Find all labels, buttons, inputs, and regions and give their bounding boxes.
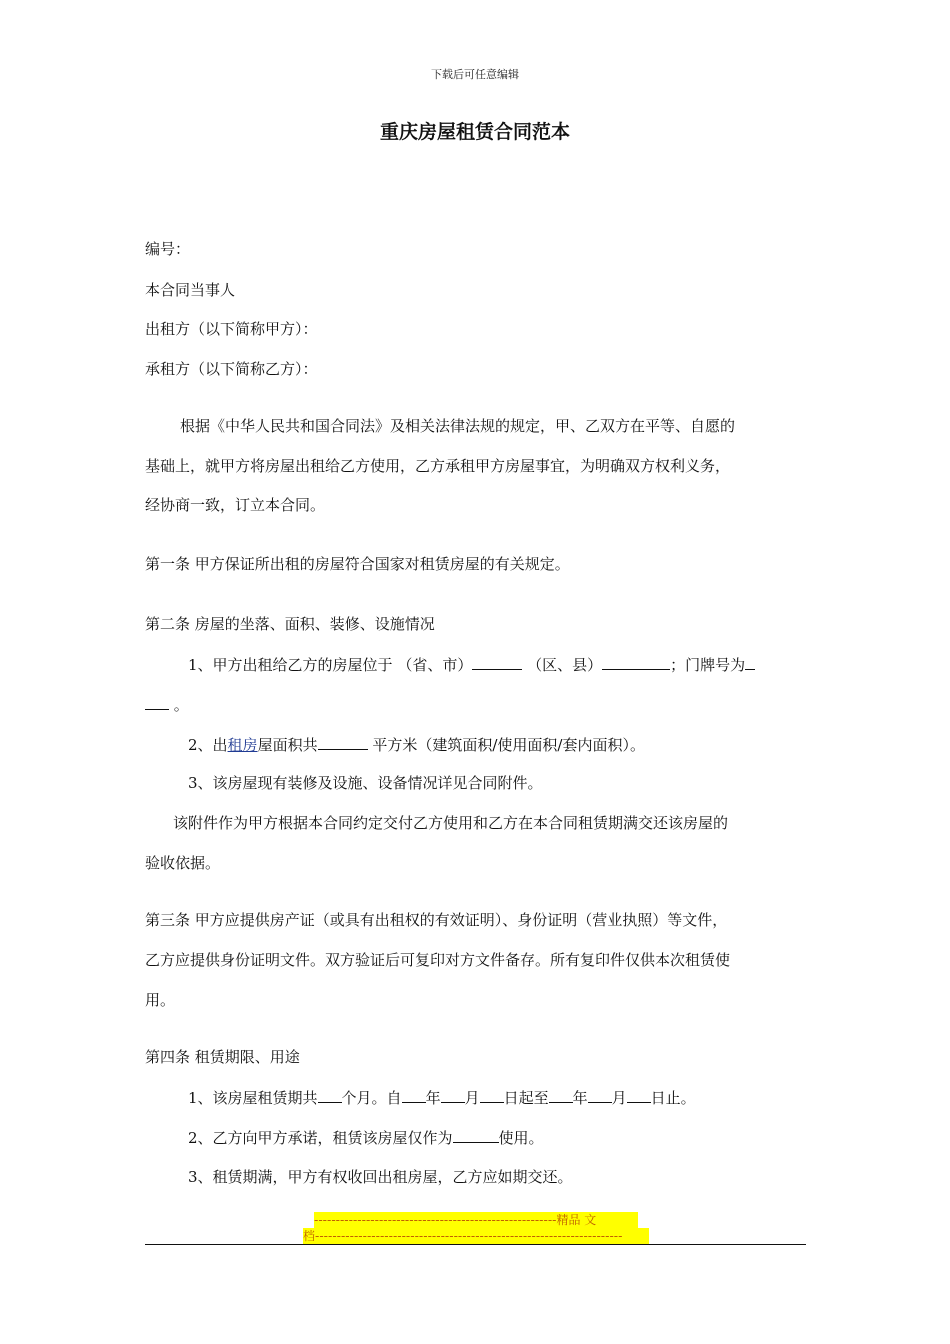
article-2-item-3: 3、该房屋现有装修及设施、设备情况详见合同附件。 bbox=[188, 774, 543, 792]
article-2-note-1: 该附件作为甲方根据本合同约定交付乙方使用和乙方在本合同租赁期满交还该房屋的 bbox=[173, 814, 729, 832]
fill-blank bbox=[402, 1086, 426, 1103]
item-text: 2、乙方向甲方承诺，租赁该房屋仅作为 bbox=[188, 1129, 453, 1147]
item-text: 使用。 bbox=[498, 1129, 544, 1147]
lessee-label: 承租方（以下简称乙方）： bbox=[145, 360, 318, 378]
fill-blank bbox=[745, 653, 755, 670]
article-1: 第一条 甲方保证所出租的房屋符合国家对租赁房屋的有关规定。 bbox=[145, 555, 570, 573]
item-text: 个月。自 bbox=[341, 1089, 402, 1107]
item-text: 年 bbox=[572, 1089, 588, 1107]
fill-blank bbox=[441, 1086, 465, 1103]
lessor-label: 出租方（以下简称甲方）： bbox=[145, 320, 318, 338]
footer-watermark-line-2: 档----------------------------------------------------------------------- bbox=[303, 1228, 649, 1244]
item-text: 月 bbox=[611, 1089, 627, 1107]
footer-rule bbox=[145, 1244, 806, 1245]
fill-blank bbox=[145, 693, 169, 710]
header-note: 下载后可任意编辑 bbox=[431, 68, 519, 81]
article-3-line-3: 用。 bbox=[145, 991, 176, 1009]
item-text: 1、该房屋租赁期共 bbox=[188, 1089, 318, 1107]
item-text: 月 bbox=[464, 1089, 480, 1107]
parties-heading: 本合同当事人 bbox=[145, 281, 236, 299]
item-text: 屋面积共 bbox=[257, 736, 318, 754]
item-text: 年 bbox=[425, 1089, 441, 1107]
article-4-item-2 bbox=[188, 1126, 544, 1149]
article-3-line-2: 乙方应提供身份证明文件。双方验证后可复印对方文件备存。所有复印件仅供本次租赁使 bbox=[145, 951, 731, 969]
article-2-item-1 bbox=[188, 653, 755, 676]
fill-blank bbox=[627, 1086, 651, 1103]
article-2-note-2: 验收依据。 bbox=[145, 854, 221, 872]
document-title: 重庆房屋租赁合同范本 bbox=[379, 121, 570, 143]
fill-blank bbox=[549, 1086, 573, 1103]
item-text: 日起至 bbox=[503, 1089, 549, 1107]
article-3-line-1: 第三条 甲方应提供房产证（或具有出租权的有效证明）、身份证明（营业执照）等文件， bbox=[145, 911, 728, 929]
fill-blank bbox=[588, 1086, 612, 1103]
fill-blank bbox=[453, 1126, 499, 1143]
article-2-item-1-cont bbox=[145, 693, 189, 716]
item-text: 。 bbox=[169, 696, 189, 714]
fill-blank bbox=[602, 653, 670, 670]
item-text: 2、出 bbox=[188, 736, 228, 754]
footer-watermark-line-1: --------------------------------------------------------精品 文 bbox=[314, 1212, 638, 1228]
item-text: 平方米（建筑面积/使用面积/套内面积）。 bbox=[367, 736, 645, 754]
item-text: 日止。 bbox=[650, 1089, 696, 1107]
fill-blank bbox=[318, 1086, 342, 1103]
item-text: （区、县） bbox=[522, 656, 603, 674]
rental-link[interactable]: 租房 bbox=[227, 736, 258, 754]
preamble-line-2: 基础上，就甲方将房屋出租给乙方使用，乙方承租甲方房屋事宜，为明确双方权利义务， bbox=[145, 457, 731, 475]
fill-blank bbox=[472, 653, 522, 670]
fill-blank bbox=[480, 1086, 504, 1103]
article-2-item-2 bbox=[188, 733, 645, 756]
fill-blank bbox=[318, 733, 368, 750]
preamble-line-1: 根据《中华人民共和国合同法》及相关法律法规的规定，甲、乙双方在平等、自愿的 bbox=[180, 417, 736, 435]
item-text: 1、甲方出租给乙方的房屋位于 （省、市） bbox=[188, 656, 473, 674]
article-4-heading: 第四条 租赁期限、用途 bbox=[145, 1048, 300, 1066]
article-2-heading: 第二条 房屋的坐落、面积、装修、设施情况 bbox=[145, 615, 435, 633]
article-4-item-1 bbox=[188, 1086, 696, 1109]
article-4-item-3: 3、租赁期满，甲方有权收回出租房屋，乙方应如期交还。 bbox=[188, 1168, 573, 1186]
item-text: ；门牌号为 bbox=[670, 656, 746, 674]
preamble-line-3: 经协商一致，订立本合同。 bbox=[145, 496, 326, 514]
contract-number-label: 编号： bbox=[145, 240, 191, 258]
